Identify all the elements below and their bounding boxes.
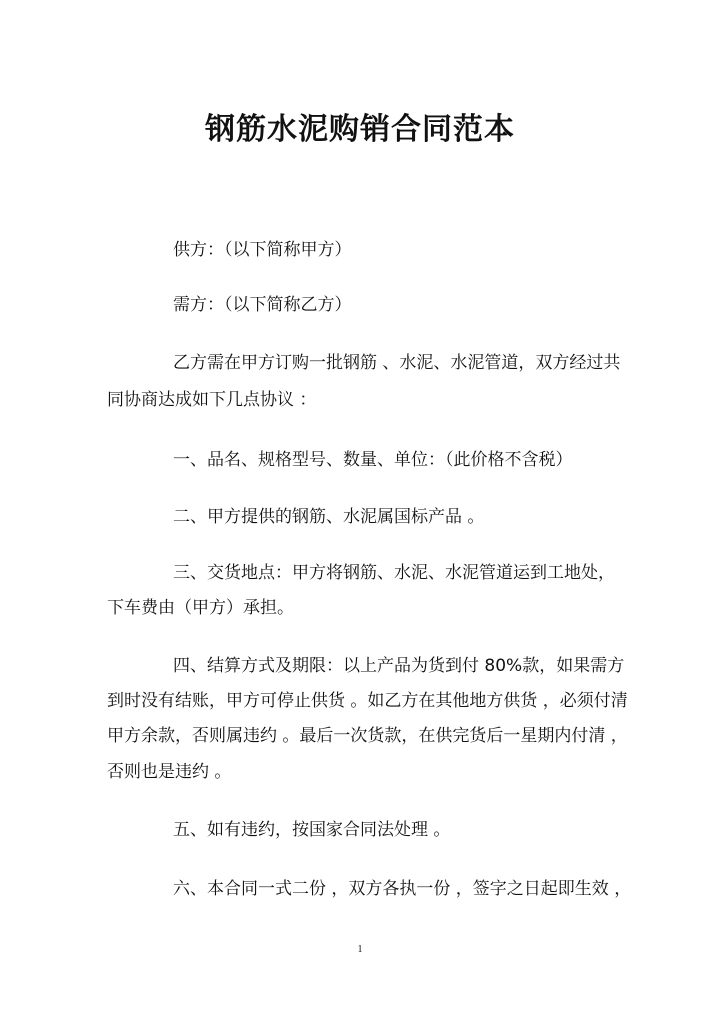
text-line: 需方：（以下简称乙方） [173,295,352,315]
document-title: 钢筋水泥购销合同范本 [205,112,515,147]
text-line: 否则也是违约 。 [107,762,232,782]
text-line: 下车费由（甲方）承担。 [107,598,294,618]
text-line: 甲方余款，否则属违约 。最后一次货款，在供完货后一星期内付清 ， [107,726,628,746]
text-line: 到时没有结账，甲方可停止供货 。如乙方在其他地方供货 ，必须付清 [107,691,628,711]
text-line: 二、甲方提供的钢筋、水泥属国标产品 。 [173,507,485,527]
page-number: 1 [357,944,363,955]
text-line: 五、如有违约，按国家合同法处理 。 [173,820,451,840]
text-line: 三、交货地点：甲方将钢筋、水泥、水泥管道运到工地处， [173,563,615,583]
text-line: 乙方需在甲方订购一批钢筋 、水泥、水泥管道，双方经过共 [173,353,621,373]
text-line: 供方：（以下简称甲方） [173,240,352,260]
text-line: 四、结算方式及期限：以上产品为货到付 80%款，如果需方 [173,656,625,676]
text-line: 六、本合同一式二份 ，双方各执一份 ，签字之日起即生效 ， [173,879,632,899]
text-line: 一、品名、规格型号、数量、单位：（此价格不含税） [173,450,573,470]
text-line: 同协商达成如下几点协议 ： [107,390,317,410]
